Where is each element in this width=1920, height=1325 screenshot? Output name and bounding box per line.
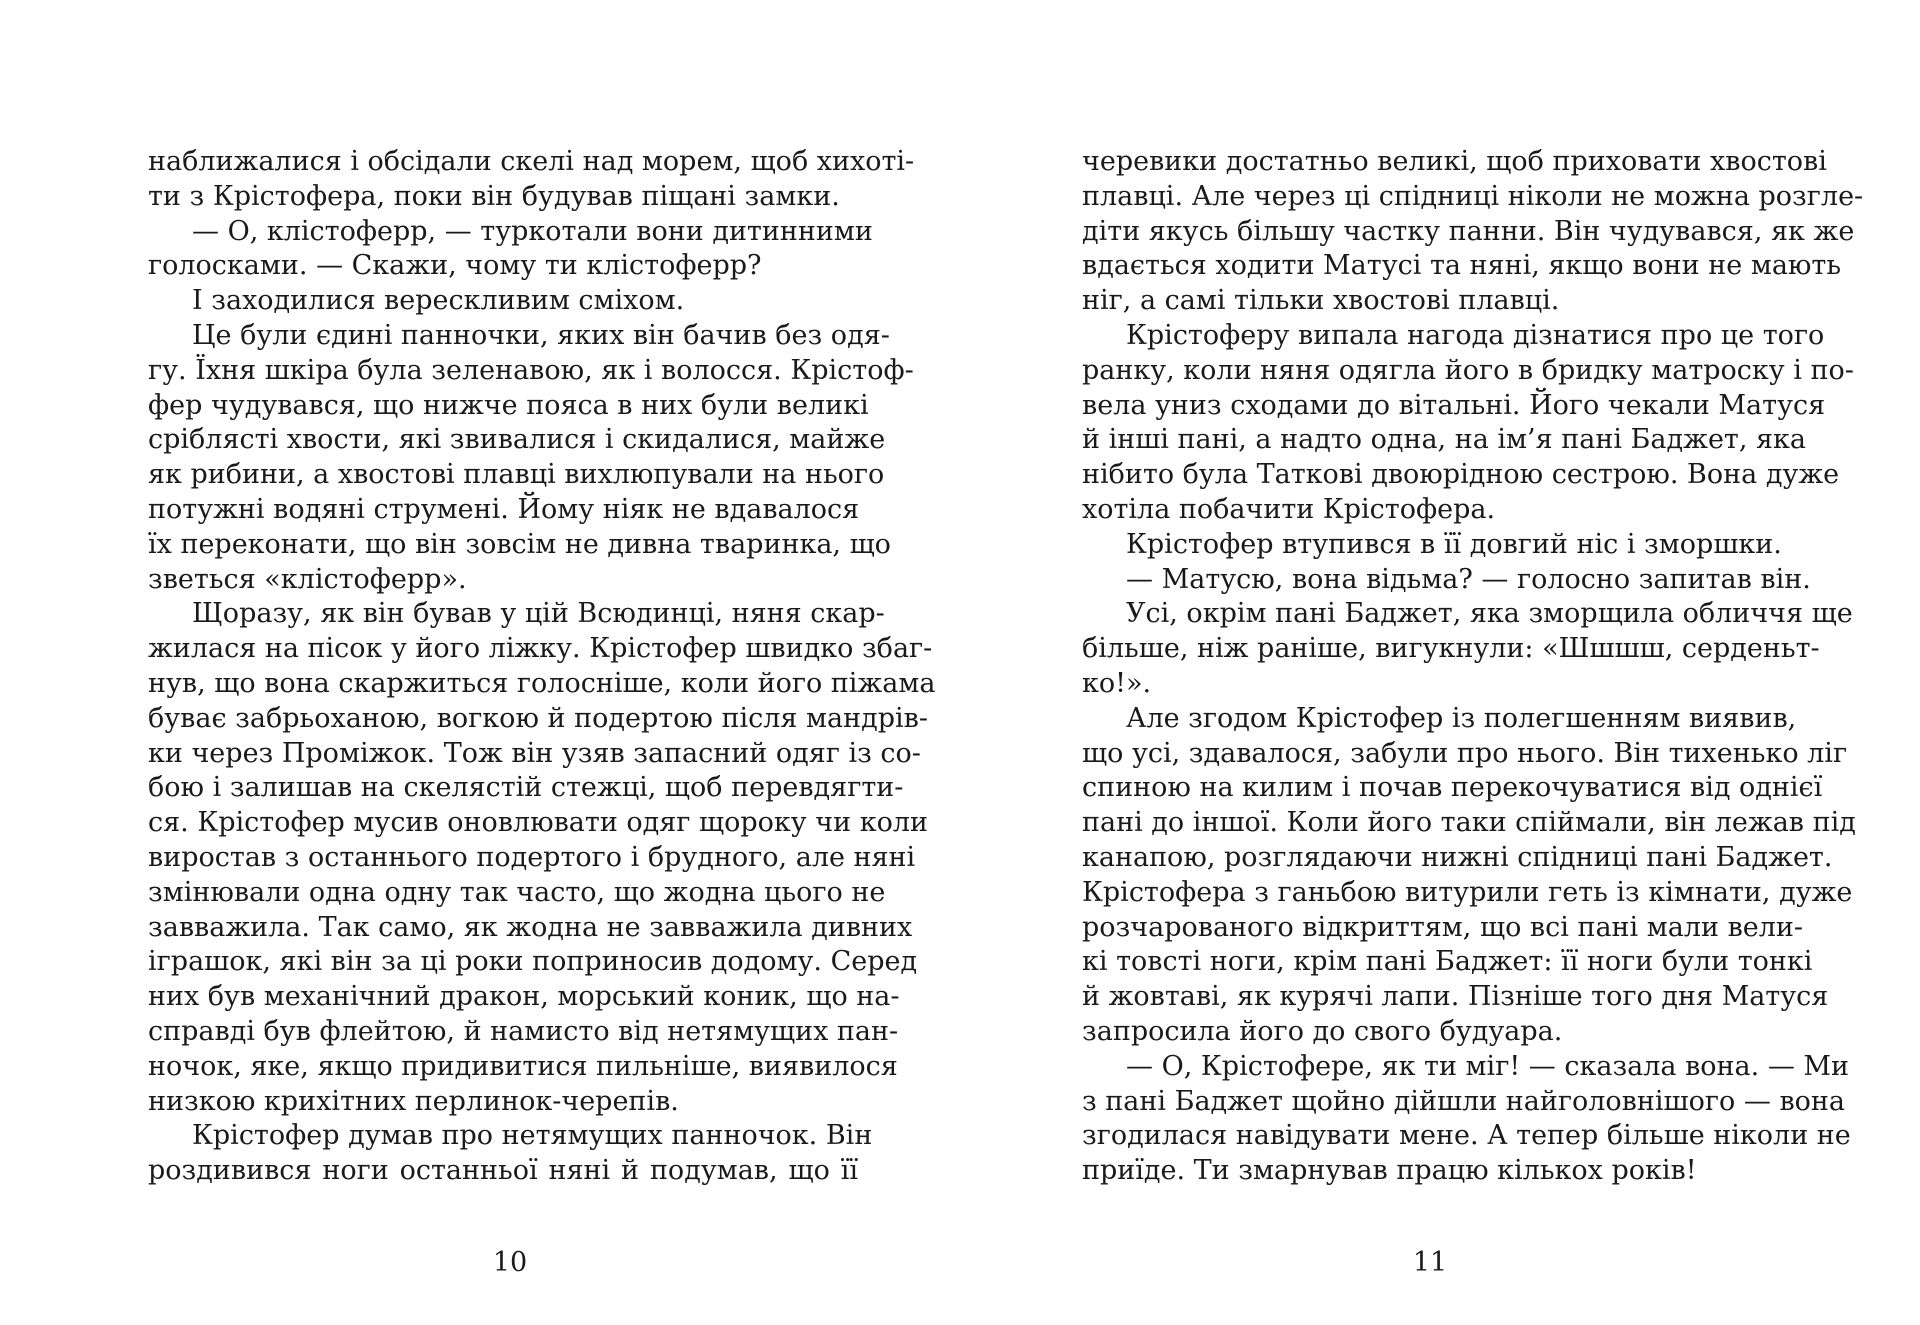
text-line: змінювали одна одну так часто, що жодна цього не (148, 876, 886, 908)
text-line: низкою крихітних перлинок-черепів. (148, 1085, 679, 1117)
text-line: нібито була Таткові двоюрідною сестрою. Вона дуже (1082, 459, 1840, 491)
text-line: — О, Крістофере, як ти міг! — сказала вона. — Ми (1126, 1050, 1850, 1082)
text-line: ки через Проміжок. Тож він узяв запасний одяг із со- (148, 737, 921, 769)
text-line: зветься «клістоферр». (148, 563, 467, 595)
text-line: запросила його до свого будуара. (1082, 1015, 1563, 1047)
text-line: — О, клістоферр, — туркотали вони дитинними (192, 215, 873, 247)
text-line: нув, що вона скаржиться голосніше, коли його піжама (148, 667, 936, 699)
text-line: Крістофер думав про нетямущих панночок. Він (192, 1120, 873, 1152)
text-line: з пані Баджет щойно дійшли найголовнішого — вона (1082, 1085, 1845, 1117)
text-line: наближалися і обсідали скелі над морем, щоб хихоті- (148, 146, 915, 177)
text-line: приїде. Ти змарнував працю кількох років! (1082, 1155, 1697, 1187)
text-line: хотіла побачити Крістофера. (1082, 493, 1496, 525)
text-line: згодилася навідувати мене. А тепер більше ніколи не (1082, 1120, 1851, 1152)
text-line: справді був флейтою, й намисто від нетямущих пан- (148, 1015, 899, 1047)
text-line: гу. Їхня шкіра була зеленавою, як і волосся. Крістоф- (148, 354, 914, 386)
right-page (960, 0, 1920, 1325)
text-line: спиною на килим і почав перекочуватися від однієї (1082, 772, 1823, 804)
text-line: ся. Крістофер мусив оновлювати одяг щороку чи коли (148, 807, 928, 839)
text-line: розчарованого відкриттям, що всі пані мали вели- (1082, 911, 1804, 943)
text-line: кі товсті ноги, крім пані Баджет: її ноги були тонкі (1082, 946, 1813, 978)
right-page-number: 11 (1412, 1247, 1448, 1278)
text-line: потужні водяні струмені. Йому ніяк не вдавалося (148, 493, 860, 525)
text-line: жилася на пісок у його ліжку. Крістофер швидко збаг- (148, 633, 933, 665)
text-line: вдається ходити Матусі та няні, якщо вони не мають (1082, 250, 1842, 282)
text-line: них був механічний дракон, морський коник, що на- (148, 981, 900, 1013)
text-line: більше, ніж раніше, вигукнули: «Шшшш, серденьт- (1082, 633, 1820, 665)
text-line: іграшок, які він за ці роки поприносив додому. Серед (148, 946, 918, 978)
text-line: І заходилися верескливим сміхом. (192, 285, 685, 317)
text-line: фер чудувався, що нижче пояса в них були великі (148, 389, 869, 421)
text-line: Крістофер втупився в її довгий ніс і зморшки. (1126, 528, 1782, 560)
text-line: як рибини, а хвостові плавці вихлюпували на нього (148, 459, 885, 491)
text-line: бою і залишав на скелястій стежці, щоб перевдягти- (148, 772, 904, 804)
text-line: Це були єдині панночки, яких він бачив без одя- (192, 319, 890, 351)
text-line: й інші пані, а надто одна, на ім’я пані Баджет, яка (1082, 424, 1807, 456)
text-line: Усі, окрім пані Баджет, яка зморщила обличчя ще (1126, 598, 1853, 630)
text-line: пані до іншої. Коли його таки спіймали, він лежав під (1082, 807, 1856, 839)
text-line: буває забрьоханою, вогкою й подертою після мандрів- (148, 702, 929, 734)
left-page-number: 10 (492, 1247, 528, 1278)
right-page-text (1082, 145, 1864, 1189)
text-line: завважила. Так само, як жодна не завважила дивних (148, 911, 913, 943)
text-line: сріблясті хвости, які звивалися і скидалися, майже (148, 424, 886, 456)
text-line: Але згодом Крістофер із полегшенням виявив, (1126, 702, 1797, 734)
text-line: ко!». (1082, 667, 1152, 699)
text-line: роздивився ноги останньої няні й подумав, що її (148, 1155, 858, 1187)
text-line: Щоразу, як він бував у цій Всюдинці, няня скар- (192, 598, 885, 630)
text-line: й жовтаві, як курячі лапи. Пізніше того дня Матуся (1082, 981, 1829, 1013)
text-line: ночок, яке, якщо придивитися пильніше, виявилося (148, 1050, 898, 1082)
text-line: ранку, коли няня одягла його в бридку матроску і по- (1082, 354, 1854, 386)
text-line: їх переконати, що він зовсім не дивна тваринка, що (148, 528, 891, 560)
text-line: Крістофера з ганьбою витурили геть із кімнати, дуже (1082, 876, 1853, 908)
text-line: ти з Крістофера, поки він будував піщані замки. (148, 180, 840, 212)
text-line: діти якусь більшу частку панни. Він чудувався, як же (1082, 215, 1855, 247)
text-line: ніг, а самі тільки хвостові плавці. (1082, 285, 1560, 317)
text-line: що усі, здавалося, забули про нього. Він тихенько ліг (1082, 737, 1848, 769)
text-line: канапою, розглядаючи нижні спідниці пані Баджет. (1082, 841, 1833, 873)
text-line: виростав з останнього подертого і брудного, але няні (148, 841, 916, 873)
text-line: — Матусю, вона відьма? — голосно запитав він. (1126, 563, 1811, 595)
text-line: вела униз сходами до вітальні. Його чекали Матуся (1082, 389, 1826, 421)
text-line: плавці. Але через ці спідниці ніколи не можна розгле- (1082, 180, 1864, 212)
text-line: Крістоферу випала нагода дізнатися про це того (1126, 319, 1825, 351)
text-line: черевики достатньо великі, щоб приховати хвостові (1082, 146, 1827, 177)
text-line: голосками. — Скажи, чому ти клістоферр? (148, 250, 762, 282)
left-page-text (148, 145, 936, 1189)
